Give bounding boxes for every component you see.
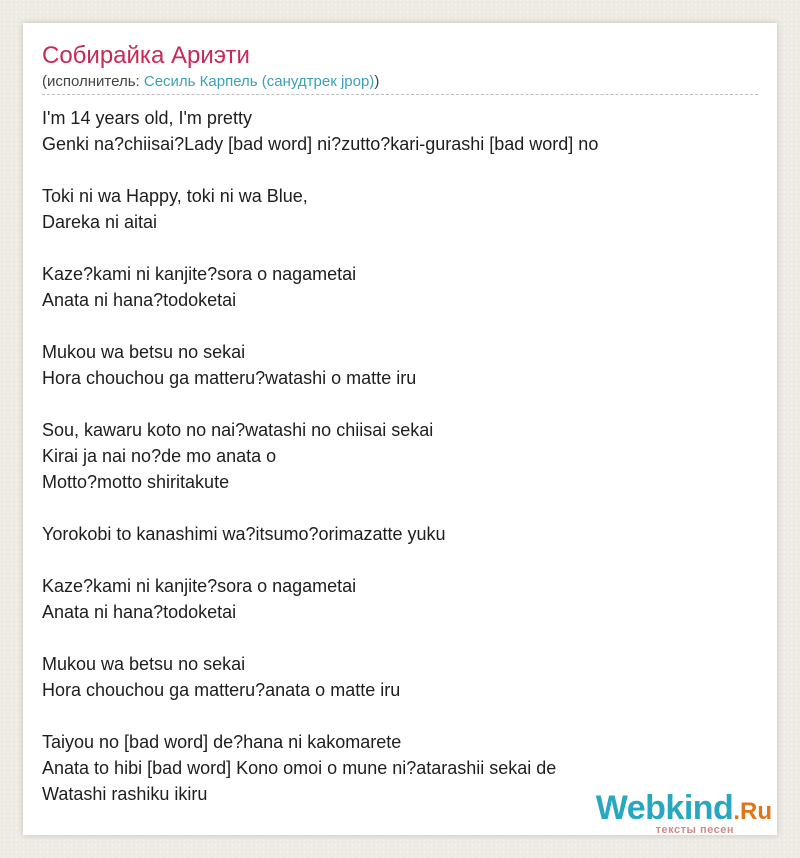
watermark-logo — [596, 789, 772, 827]
site-watermark — [596, 791, 772, 836]
artist-link[interactable]: Сесиль Карпель (санудтрек jpop) — [143, 73, 375, 90]
artist-suffix: ) — [374, 73, 380, 90]
watermark-tagline: тексты песен — [655, 824, 734, 836]
lyrics-card — [23, 23, 777, 835]
header-divider — [42, 94, 758, 95]
watermark-tld: .Ru — [733, 798, 772, 825]
lyrics-text: I'm 14 years old, I'm pretty Genki na?chiisai?Lady [bad word] ni?zutto?kari-gurashi [bad word] no Toki ni wa Happy, toki ni wa Blue, Dareka ni aitai Kaze?kami ni kanjite?sora o nagametai Anata ni hana?todoketai Mukou wa betsu no sekai Hora chouchou ga matteru?watashi o matte iru Sou, kawaru koto no nai?watashi no chiisai sekai Kirai ja nai no?de mo anata o Motto?motto shiritakute Yorokobi to kanashimi wa?itsumo?orimazatte yuku Kaze?kami ni kanjite?sora o nagametai Anata ni hana?todoketai Mukou wa betsu no sekai Hora chouchou ga matteru?anata o matte iru Taiyou no [bad word] de?hana ni kakomarete Anata to hibi [bad word] Kono omoi o mune ni?atarashii sekai de Watashi rashiku ikiru — [42, 108, 599, 804]
artist-line — [42, 73, 379, 91]
song-title: Собирайка Ариэти — [42, 42, 250, 69]
watermark-brand: Webkind — [595, 789, 734, 827]
artist-prefix: (исполнитель: — [42, 73, 144, 90]
